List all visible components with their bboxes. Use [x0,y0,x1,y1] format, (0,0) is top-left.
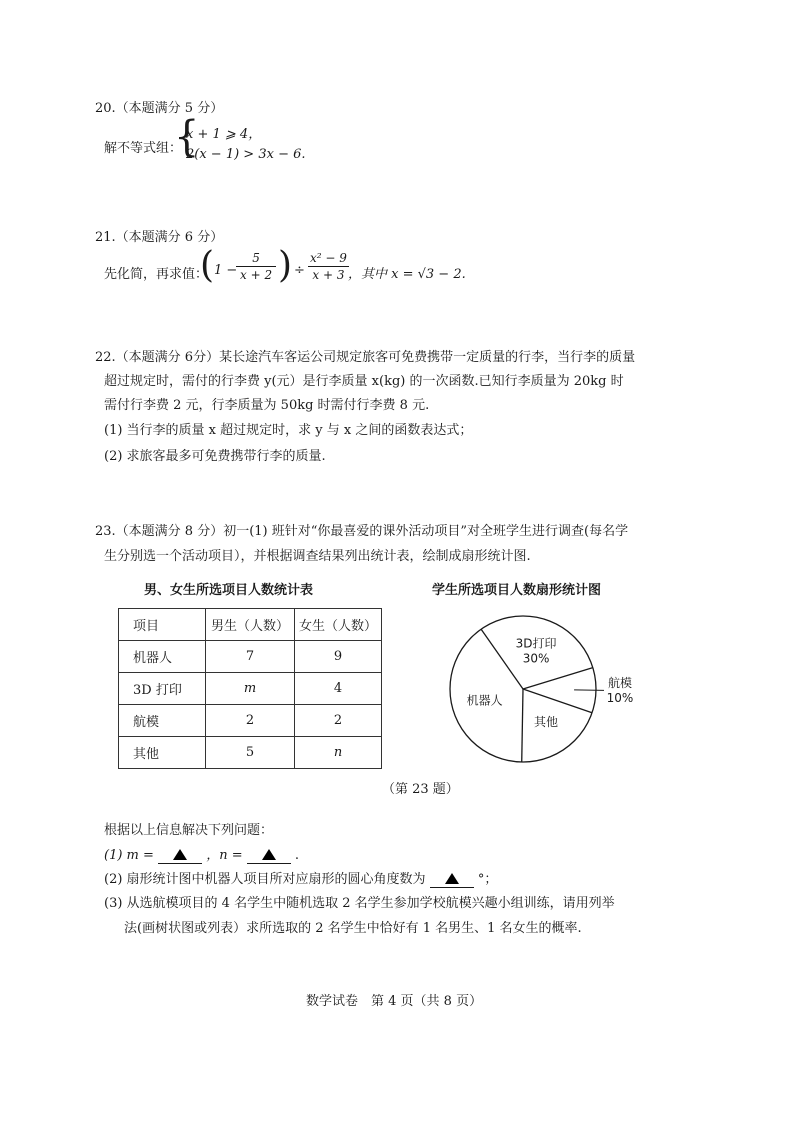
q20-inequality-2: 2(x − 1) > 3x − 6. [186,147,306,162]
sub1-end: . [294,848,300,863]
triangle-icon [445,873,459,884]
table-cell: 2 [295,705,382,737]
table-row [119,641,382,673]
table-cell: 3D 打印 [119,673,206,705]
table-row [119,737,382,769]
table-title: 男、女生所选项目人数统计表 [144,583,314,598]
pie-slice-value: 30% [522,651,550,666]
table-cell: 9 [295,641,382,673]
triangle-icon [262,849,276,860]
q21-frac2-num: x² − 9 [310,251,347,265]
q20-header: 20.（本题满分 5 分） [95,101,224,116]
q22-line-2: 超过规定时，需付的行李费 y(元）是行李质量 x(kg) 的一次函数.已知行李质量为 20kg 时 [104,374,624,389]
table-header-cell: 女生（人数） [295,609,382,641]
q22-sub-1: (1) 当行李的质量 x 超过规定时，求 y 与 x 之间的函数表达式； [104,423,473,438]
figure-caption: （第 23 题） [382,782,459,797]
pie-slice-label: 机器人 [466,693,503,708]
q23-sub-1 [104,844,299,864]
triangle-icon [173,849,187,860]
pie-slice-label: 航模 [607,676,632,691]
table-row [119,673,382,705]
q22-sub-2: (2) 求旅客最多可免费携带行李的质量. [104,449,326,464]
q21-tail: ，其中 x = √3 − 2. [348,267,466,282]
q21-prompt: 先化简，再求值： [104,267,209,282]
pie-leader-line [574,690,604,691]
answer-blank-angle[interactable] [430,872,474,888]
q21-one-minus: 1 − [214,263,238,278]
page-footer: 数学试卷 第 4 页（共 8 页） [306,994,483,1009]
q23-intro: 根据以上信息解决下列问题： [104,823,274,838]
table-cell: 航模 [119,705,206,737]
answer-blank-m[interactable] [158,848,202,864]
table-cell: m [206,673,295,705]
q23-line-2: 生分别选一个活动项目），并根据调查结果列出统计表，绘制成扇形统计图. [104,549,531,564]
q23-sub-3-line-1: (3) 从选航模项目的 4 名学生中随机选取 2 名学生参加学校航模兴趣小组训练，请用列举 [104,896,615,911]
answer-blank-n[interactable] [247,848,291,864]
q20-prompt: 解不等式组： [104,141,183,156]
table-header-cell: 男生（人数） [206,609,295,641]
table-cell: 其他 [119,737,206,769]
sub1-mid: ，n = [206,848,243,863]
q20-inequality-1: x + 1 ⩾ 4， [186,127,262,142]
pie-slice-value: 10% [606,691,634,706]
sub2-end: °； [477,872,498,887]
left-paren: ( [200,245,215,286]
table-cell: 5 [206,737,295,769]
table-cell: n [295,737,382,769]
table-cell: 2 [206,705,295,737]
pie-slice-label: 其他 [534,714,559,729]
table-header-cell: 项目 [119,609,206,641]
q21-frac1-num: 5 [252,251,260,265]
sub2-text: (2) 扇形统计图中机器人项目所对应扇形的圆心角度数为 [104,872,426,887]
pie-title: 学生所选项目人数扇形统计图 [432,583,602,598]
table-cell: 机器人 [119,641,206,673]
q21-fraction-2 [306,251,351,282]
q21-frac2-den: x + 3 [308,266,348,282]
table-row [119,705,382,737]
q21-divide: ÷ [294,263,305,278]
q21-frac1-den: x + 2 [236,266,276,282]
q22-line-3: 需付行李费 2 元，行李质量为 50kg 时需付行李费 8 元. [104,398,430,413]
q21-header: 21.（本题满分 6 分） [95,230,224,245]
sub1-prefix: (1) m = [104,848,154,863]
right-paren: ) [278,245,293,286]
table-cell: 7 [206,641,295,673]
q21-fraction-1 [236,251,276,282]
system-brace: { [174,112,200,162]
q23-line-1: 23.（本题满分 8 分）初一(1) 班针对“你最喜爱的课外活动项目”对全班学生进行调查(每名学 [95,524,629,539]
stats-table [118,608,382,769]
pie-slice-label: 3D打印 [515,636,557,651]
q23-sub-3-line-2: 法(画树状图或列表）求所选取的 2 名学生中恰好有 1 名男生、1 名女生的概率. [124,921,582,936]
table-header-row [119,609,382,641]
pie-chart [448,606,634,776]
table-cell: 4 [295,673,382,705]
q23-sub-2 [104,868,497,888]
q22-line-1: 22.（本题满分 6分）某长途汽车客运公司规定旅客可免费携带一定质量的行李，当行李的质量 [95,350,636,365]
